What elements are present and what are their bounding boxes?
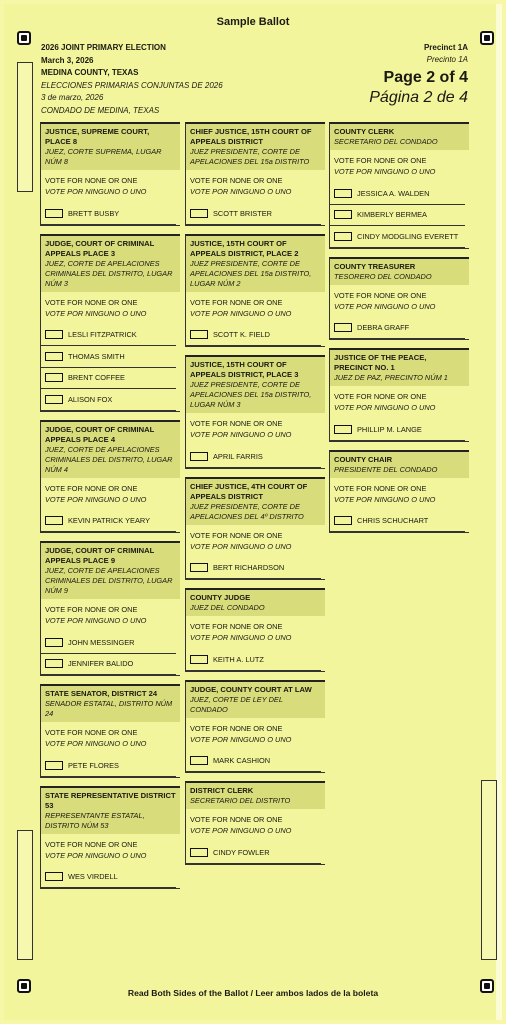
vote-instructions bbox=[186, 170, 325, 203]
vote-instructions bbox=[330, 386, 469, 419]
race-contest bbox=[40, 541, 180, 676]
race-header bbox=[330, 124, 469, 150]
candidate-option[interactable] bbox=[186, 325, 321, 347]
race-title: JUDGE, COUNTY COURT AT LAW bbox=[190, 684, 312, 694]
race-header bbox=[330, 259, 469, 285]
candidate-option[interactable] bbox=[186, 842, 321, 864]
race-title: STATE SENATOR, DISTRICT 24 bbox=[45, 689, 158, 698]
vote-instruction-en: VOTE FOR NONE OR ONE bbox=[190, 723, 283, 733]
ballot-column-3 bbox=[329, 122, 469, 541]
race-title: JUSTICE, SUPREME COURT, PLACE 8 bbox=[45, 127, 150, 146]
candidate-option[interactable] bbox=[41, 389, 176, 411]
race-title: DISTRICT CLERK bbox=[190, 786, 254, 795]
vote-instruction-en: VOTE FOR NONE OR ONE bbox=[334, 156, 427, 165]
candidate-option[interactable] bbox=[330, 226, 465, 248]
vote-instruction-en: VOTE FOR NONE OR ONE bbox=[45, 728, 138, 737]
precinct-header bbox=[369, 42, 468, 108]
vote-instruction-en: VOTE FOR NONE OR ONE bbox=[45, 605, 138, 614]
candidate-option[interactable] bbox=[186, 751, 321, 773]
candidate-option[interactable] bbox=[186, 446, 321, 468]
race-title-es: JUEZ DE PAZ, PRECINTO NÚM 1 bbox=[334, 373, 448, 382]
vote-instruction-en: VOTE FOR NONE OR ONE bbox=[45, 483, 138, 493]
race-title-es: SECRETARIO DEL DISTRITO bbox=[190, 796, 291, 805]
vote-instructions bbox=[41, 170, 180, 203]
vote-instruction-es: VOTE POR NINGUNO O UNO bbox=[334, 301, 436, 311]
page-number-es: Página 2 de 4 bbox=[369, 89, 468, 106]
ballot-title: Sample Ballot bbox=[216, 16, 290, 28]
vote-instructions bbox=[41, 478, 180, 511]
vote-target-box[interactable] bbox=[334, 323, 352, 332]
vote-instructions bbox=[41, 722, 180, 755]
vote-target-box[interactable] bbox=[190, 209, 208, 218]
race-title-es: JUEZ PRESIDENTE, CORTE DE APELACIONES DEL 4º DISTRITO bbox=[190, 501, 304, 521]
footer-note: Read Both Sides of the Ballot / Leer ambos lados de la boleta bbox=[127, 988, 379, 998]
page-number: Page 2 of 4 bbox=[383, 69, 468, 86]
race-title: CHIEF JUSTICE, 15TH COURT OF APPEALS DISTRICT bbox=[190, 127, 312, 146]
race-contest bbox=[185, 781, 325, 865]
candidate-option[interactable] bbox=[41, 346, 176, 368]
vote-target-box[interactable] bbox=[334, 516, 352, 525]
race-contest bbox=[185, 588, 325, 672]
vote-instruction-en: VOTE FOR NONE OR ONE bbox=[45, 297, 138, 307]
race-contest bbox=[40, 786, 180, 890]
vote-instruction-en: VOTE FOR NONE OR ONE bbox=[334, 483, 427, 493]
race-header bbox=[41, 788, 180, 834]
race-title-es: PRESIDENTE DEL CONDADO bbox=[334, 464, 438, 474]
vote-instruction-en: VOTE FOR NONE OR ONE bbox=[190, 419, 283, 428]
vote-instruction-es: VOTE POR NINGUNO O UNO bbox=[334, 494, 436, 504]
ballot-column-1 bbox=[40, 122, 180, 897]
race-contest bbox=[329, 257, 469, 341]
vote-target-box[interactable] bbox=[334, 425, 352, 434]
race-title-es: JUEZ PRESIDENTE, CORTE DE APELACIONES DEL 15a DISTRITO, LUGAR NÚM 2 bbox=[190, 258, 312, 288]
race-title: COUNTY JUDGE bbox=[190, 593, 251, 602]
candidate-name: CINDY MODGLING EVERETT bbox=[357, 231, 459, 241]
vote-instructions bbox=[186, 292, 325, 325]
vote-instruction-es: VOTE POR NINGUNO O UNO bbox=[190, 633, 292, 642]
race-header bbox=[330, 350, 469, 386]
candidate-option[interactable] bbox=[186, 649, 321, 671]
candidate-name: ALISON FOX bbox=[68, 394, 113, 404]
race-title-es: SECRETARIO DEL CONDADO bbox=[334, 137, 438, 146]
candidate-name: SCOTT BRISTER bbox=[213, 208, 272, 218]
county-name-es: CONDADO DE MEDINA, TEXAS bbox=[41, 105, 160, 115]
vote-instruction-en: VOTE FOR NONE OR ONE bbox=[190, 622, 283, 631]
race-title-es: JUEZ, CORTE DE APELACIONES CRIMINALES DEL DISTRITO, LUGAR NÚM 9 bbox=[45, 566, 173, 595]
race-header bbox=[186, 124, 325, 170]
vote-instructions bbox=[186, 616, 325, 649]
vote-instruction-en: VOTE FOR NONE OR ONE bbox=[190, 176, 283, 185]
race-title-es: JUEZ, CORTE DE LEY DEL CONDADO bbox=[190, 694, 283, 714]
race-header bbox=[41, 686, 180, 722]
candidate-name: THOMAS SMITH bbox=[68, 351, 125, 361]
vote-target-box[interactable] bbox=[334, 210, 352, 219]
timing-box bbox=[17, 830, 33, 960]
race-header bbox=[41, 124, 180, 170]
race-title: JUSTICE, 15TH COURT OF APPEALS DISTRICT, PLACE 3 bbox=[190, 360, 299, 379]
race-header bbox=[186, 479, 325, 525]
race-contest bbox=[40, 420, 180, 534]
candidate-option[interactable] bbox=[41, 654, 176, 676]
vote-instruction-es: VOTE POR NINGUNO O UNO bbox=[190, 430, 292, 439]
vote-target-box[interactable] bbox=[190, 655, 208, 664]
vote-target-box[interactable] bbox=[45, 761, 63, 770]
vote-instruction-es: VOTE POR NINGUNO O UNO bbox=[334, 167, 436, 176]
race-title-es: JUEZ, CORTE SUPREMA, LUGAR NÚM 8 bbox=[45, 147, 162, 166]
race-title-es: JUEZ DEL CONDADO bbox=[190, 603, 265, 612]
candidate-name: PETE FLORES bbox=[68, 760, 119, 770]
candidate-name: LESLI FITZPATRICK bbox=[68, 330, 137, 340]
vote-instruction-es: VOTE POR NINGUNO O UNO bbox=[45, 616, 147, 625]
race-title: COUNTY CLERK bbox=[334, 127, 395, 136]
race-header bbox=[186, 236, 325, 292]
vote-instruction-en: VOTE FOR NONE OR ONE bbox=[190, 815, 283, 824]
race-contest bbox=[185, 234, 325, 348]
vote-target-box[interactable] bbox=[190, 563, 208, 572]
race-contest bbox=[185, 122, 325, 226]
candidate-name: APRIL FARRIS bbox=[213, 451, 263, 461]
county-name: MEDINA COUNTY, TEXAS bbox=[41, 68, 139, 77]
vote-target-box[interactable] bbox=[45, 638, 63, 647]
race-contest bbox=[185, 355, 325, 469]
vote-target-box[interactable] bbox=[190, 330, 208, 339]
election-date-es: 3 de marzo, 2026 bbox=[41, 93, 104, 102]
candidate-name: BERT RICHARDSON bbox=[213, 563, 285, 573]
candidate-option[interactable] bbox=[330, 511, 465, 533]
candidate-name: KEVIN PATRICK YEARY bbox=[68, 516, 151, 526]
vote-instructions bbox=[330, 150, 469, 183]
election-name-es: ELECCIONES PRIMARIAS CONJUNTAS DE 2026 bbox=[41, 80, 223, 90]
vote-target-box[interactable] bbox=[45, 330, 63, 339]
vote-instructions bbox=[186, 718, 325, 751]
race-header bbox=[41, 422, 180, 478]
candidate-option[interactable] bbox=[186, 558, 321, 580]
candidate-name: PHILLIP M. LANGE bbox=[357, 424, 422, 434]
candidate-name: JESSICA A. WALDEN bbox=[357, 188, 430, 198]
candidate-name: BRETT BUSBY bbox=[68, 208, 120, 218]
race-title: COUNTY TREASURER bbox=[334, 261, 416, 271]
vote-target-box[interactable] bbox=[190, 452, 208, 461]
timing-box bbox=[481, 780, 497, 960]
race-header bbox=[186, 682, 325, 718]
vote-target-box[interactable] bbox=[45, 516, 63, 525]
candidate-name: BRENT COFFEE bbox=[68, 373, 125, 383]
vote-instruction-en: VOTE FOR NONE OR ONE bbox=[334, 290, 427, 300]
race-header bbox=[330, 452, 469, 478]
vote-instruction-es: VOTE POR NINGUNO O UNO bbox=[334, 403, 436, 412]
vote-target-box[interactable] bbox=[334, 232, 352, 241]
candidate-option[interactable] bbox=[41, 325, 176, 347]
vote-target-box[interactable] bbox=[45, 373, 63, 382]
registration-mark bbox=[17, 31, 31, 45]
vote-instructions bbox=[186, 525, 325, 558]
race-contest bbox=[40, 234, 180, 412]
candidate-option[interactable] bbox=[41, 755, 176, 777]
vote-target-box[interactable] bbox=[190, 756, 208, 765]
candidate-option[interactable] bbox=[330, 205, 465, 227]
race-title: JUSTICE OF THE PEACE, PRECINCT NO. 1 bbox=[334, 353, 427, 372]
candidate-name: KEITH A. LUTZ bbox=[213, 654, 264, 664]
candidate-option[interactable] bbox=[186, 203, 321, 225]
candidate-option[interactable] bbox=[330, 183, 465, 205]
vote-instruction-es: VOTE POR NINGUNO O UNO bbox=[190, 308, 292, 318]
candidate-option[interactable] bbox=[41, 867, 176, 889]
vote-instruction-en: VOTE FOR NONE OR ONE bbox=[190, 530, 283, 540]
vote-instruction-es: VOTE POR NINGUNO O UNO bbox=[190, 541, 292, 551]
vote-instruction-es: VOTE POR NINGUNO O UNO bbox=[45, 739, 147, 748]
race-title: STATE REPRESENTATIVE DISTRICT 53 bbox=[45, 790, 176, 810]
timing-box bbox=[17, 62, 33, 192]
ballot-column-2 bbox=[185, 122, 325, 873]
vote-target-box[interactable] bbox=[45, 395, 63, 404]
vote-instructions bbox=[330, 285, 469, 318]
race-header bbox=[41, 543, 180, 599]
vote-instruction-es: VOTE POR NINGUNO O UNO bbox=[190, 187, 292, 196]
election-header bbox=[41, 42, 223, 117]
vote-instruction-en: VOTE FOR NONE OR ONE bbox=[334, 392, 427, 401]
candidate-name: CHRIS SCHUCHART bbox=[357, 516, 429, 526]
race-title: JUDGE, COURT OF CRIMINAL APPEALS PLACE 3 bbox=[45, 238, 155, 258]
race-title-es: REPRESENTANTE ESTATAL, DISTRITO NÚM 53 bbox=[45, 810, 145, 830]
race-title: CHIEF JUSTICE, 4TH COURT OF APPEALS DISTRICT bbox=[190, 481, 308, 501]
vote-target-box[interactable] bbox=[190, 848, 208, 857]
race-header bbox=[186, 590, 325, 616]
registration-mark bbox=[480, 31, 494, 45]
vote-target-box[interactable] bbox=[45, 872, 63, 881]
race-contest bbox=[185, 680, 325, 774]
candidate-name: CINDY FOWLER bbox=[213, 847, 270, 857]
election-name: 2026 JOINT PRIMARY ELECTION bbox=[41, 43, 166, 52]
vote-target-box[interactable] bbox=[334, 189, 352, 198]
candidate-option[interactable] bbox=[330, 318, 465, 340]
vote-target-box[interactable] bbox=[45, 659, 63, 668]
vote-instructions bbox=[186, 809, 325, 842]
election-date: March 3, 2026 bbox=[41, 55, 94, 65]
candidate-option[interactable] bbox=[41, 632, 176, 654]
vote-instruction-es: VOTE POR NINGUNO O UNO bbox=[190, 734, 292, 744]
race-title: JUSTICE, 15TH COURT OF APPEALS DISTRICT, PLACE 2 bbox=[190, 238, 299, 258]
race-title: JUDGE, COURT OF CRIMINAL APPEALS PLACE 4 bbox=[45, 424, 155, 444]
vote-instruction-es: VOTE POR NINGUNO O UNO bbox=[45, 308, 147, 318]
vote-instructions bbox=[41, 292, 180, 325]
candidate-option[interactable] bbox=[41, 203, 176, 225]
race-title-es: TESORERO DEL CONDADO bbox=[334, 271, 432, 281]
candidate-name: JENNIFER BALIDO bbox=[68, 659, 134, 669]
candidate-name: DEBRA GRAFF bbox=[357, 323, 410, 333]
race-title-es: JUEZ, CORTE DE APELACIONES CRIMINALES DEL DISTRITO, LUGAR NÚM 4 bbox=[45, 444, 173, 474]
race-contest bbox=[329, 450, 469, 534]
candidate-name: WES VIRDELL bbox=[68, 872, 118, 882]
precinct-label: Precinct 1A bbox=[423, 43, 468, 52]
vote-instructions bbox=[330, 478, 469, 511]
candidate-name: MARK CASHION bbox=[213, 756, 271, 766]
candidate-option[interactable] bbox=[330, 419, 465, 441]
vote-instruction-es: VOTE POR NINGUNO O UNO bbox=[190, 826, 292, 835]
race-title-es: JUEZ PRESIDENTE, CORTE DE APELACIONES DEL 15a DISTRITO bbox=[190, 147, 310, 166]
vote-instruction-es: VOTE POR NINGUNO O UNO bbox=[45, 187, 147, 196]
race-title-es: SENADOR ESTATAL, DISTRITO NÚM 24 bbox=[45, 699, 173, 718]
vote-instructions bbox=[41, 834, 180, 867]
vote-target-box[interactable] bbox=[45, 352, 63, 361]
race-title-es: JUEZ PRESIDENTE, CORTE DE APELACIONES DEL 15a DISTRITO, LUGAR NÚM 3 bbox=[190, 380, 312, 409]
race-contest bbox=[40, 122, 180, 226]
vote-instruction-es: VOTE POR NINGUNO O UNO bbox=[45, 850, 147, 860]
candidate-name: JOHN MESSINGER bbox=[68, 637, 135, 647]
race-header bbox=[186, 357, 325, 413]
race-title-es: JUEZ, CORTE DE APELACIONES CRIMINALES DEL DISTRITO, LUGAR NÚM 3 bbox=[45, 258, 173, 288]
candidate-name: KIMBERLY BERMEA bbox=[357, 210, 427, 220]
race-contest bbox=[40, 684, 180, 778]
race-header bbox=[186, 783, 325, 809]
candidate-option[interactable] bbox=[41, 368, 176, 390]
vote-target-box[interactable] bbox=[45, 209, 63, 218]
race-title: JUDGE, COURT OF CRIMINAL APPEALS PLACE 9 bbox=[45, 546, 155, 565]
vote-instructions bbox=[41, 599, 180, 632]
vote-instruction-es: VOTE POR NINGUNO O UNO bbox=[45, 494, 147, 504]
race-contest bbox=[329, 348, 469, 442]
precinct-label-es: Precinto 1A bbox=[426, 55, 468, 64]
candidate-option[interactable] bbox=[41, 511, 176, 533]
race-title: COUNTY CHAIR bbox=[334, 454, 393, 464]
vote-instructions bbox=[186, 413, 325, 446]
vote-instruction-en: VOTE FOR NONE OR ONE bbox=[45, 176, 138, 185]
vote-instruction-en: VOTE FOR NONE OR ONE bbox=[45, 839, 138, 849]
race-contest bbox=[185, 477, 325, 581]
vote-instruction-en: VOTE FOR NONE OR ONE bbox=[190, 297, 283, 307]
race-contest bbox=[329, 122, 469, 249]
race-header bbox=[41, 236, 180, 292]
candidate-name: SCOTT K. FIELD bbox=[213, 330, 270, 340]
